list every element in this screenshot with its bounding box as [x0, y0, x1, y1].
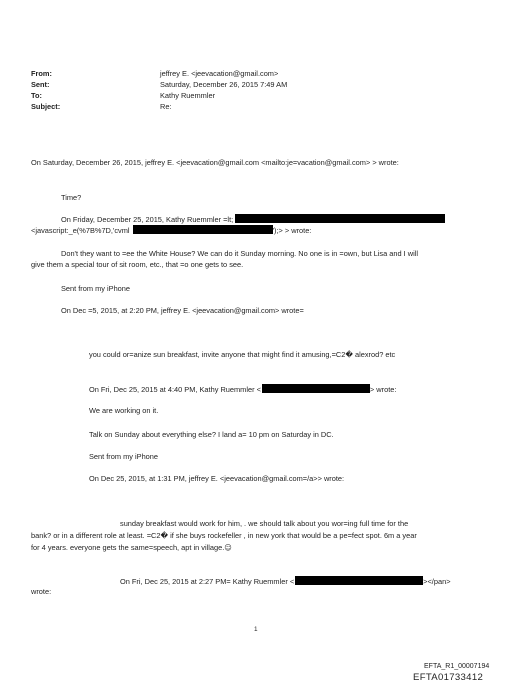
- fri-440-quote-line: [89, 384, 396, 394]
- sent-label: Sent:: [31, 80, 50, 89]
- whitehouse-line-2: give them a special tour of sit room, etc., that =o one gets to see.: [31, 260, 244, 269]
- redaction-bar: [262, 384, 370, 393]
- sent-from-iphone-2: Sent from my iPhone: [89, 452, 159, 461]
- footer-code-1: EFTA_R1_00007194: [424, 663, 490, 670]
- from-label: From:: [31, 69, 52, 78]
- javascript-wrote: ');> > wrote:: [272, 226, 312, 235]
- sunday-line-3-text: for 4 years. everyone gets the same=speech, apt in village.: [31, 543, 225, 552]
- sent-from-iphone-1: Sent from my iPhone: [61, 284, 131, 293]
- javascript-line: [31, 225, 311, 235]
- to-value: Kathy Ruemmler: [160, 91, 216, 100]
- sunday-line-3: [31, 543, 232, 552]
- dec25-131-quote-line: On Dec 25, 2015, at 1:31 PM, jeffrey E. <jeevacation@gmail.com=/a>> wrote:: [89, 474, 345, 483]
- page-number: 1: [254, 626, 258, 633]
- subject-value: Re:: [160, 102, 172, 111]
- subject-label: Subject:: [31, 102, 61, 111]
- talk-line: Talk on Sunday about everything else? I land a= 10 pm on Saturday in DC.: [89, 430, 334, 439]
- organize-line: you could or=anize sun breakfast, invite anyone that might find it amusing,=C2� alexrod? etc: [89, 350, 396, 359]
- redaction-bar: [295, 576, 423, 585]
- redaction-bar: [235, 214, 445, 223]
- sent-value: Saturday, December 26, 2015 7:49 AM: [160, 80, 288, 89]
- working-line: We are working on it.: [89, 406, 159, 415]
- wrote-line: wrote:: [31, 587, 52, 596]
- time-question: Time?: [61, 193, 82, 202]
- footer-code-2: EFTA01733412: [413, 672, 484, 683]
- reply-header-line: On Saturday, December 26, 2015, jeffrey E. <jeevacation@gmail.com <mailto:je=vacation@gmail.com> > wrote:: [31, 158, 399, 167]
- friday-quote-text: On Friday, December 25, 2015, Kathy Ruemmler =lt;: [61, 215, 234, 224]
- javascript-text: <javascript:_e(%7B%7D,'cvml: [31, 226, 130, 235]
- to-label: To:: [31, 91, 42, 100]
- friday-quote-line: [61, 214, 445, 224]
- redaction-bar: [133, 225, 273, 234]
- whitehouse-line-1: Don't they want to =ee the White House? We can do it Sunday morning. No one is in =own, but Lisa and I will: [61, 249, 419, 258]
- smiley-icon: ☺: [224, 543, 232, 552]
- fri-440-text: On Fri, Dec 25, 2015 at 4:40 PM, Kathy Ruemmler <: [89, 385, 261, 394]
- sunday-line-1: sunday breakfast would work for him, . we should talk about you wor=ing full time for the: [120, 519, 409, 528]
- fri-440-wrote: > wrote:: [369, 385, 397, 394]
- fri-227-tag: ></pan>: [423, 577, 451, 586]
- dec5-quote-line: On Dec =5, 2015, at 2:20 PM, jeffrey E. <jeevacation@gmail.com> wrote=: [61, 306, 304, 315]
- fri-227-quote-line: [120, 576, 451, 586]
- fri-227-text: On Fri, Dec 25, 2015 at 2:27 PM= Kathy Ruemmler <: [120, 577, 295, 586]
- from-value: jeffrey E. <jeevacation@gmail.com>: [160, 69, 279, 78]
- sunday-line-2: bank? or in a different role at least. =C2� if she buys rockefeller , in new york that would be a pe=fect spot. 6m a year: [31, 531, 417, 540]
